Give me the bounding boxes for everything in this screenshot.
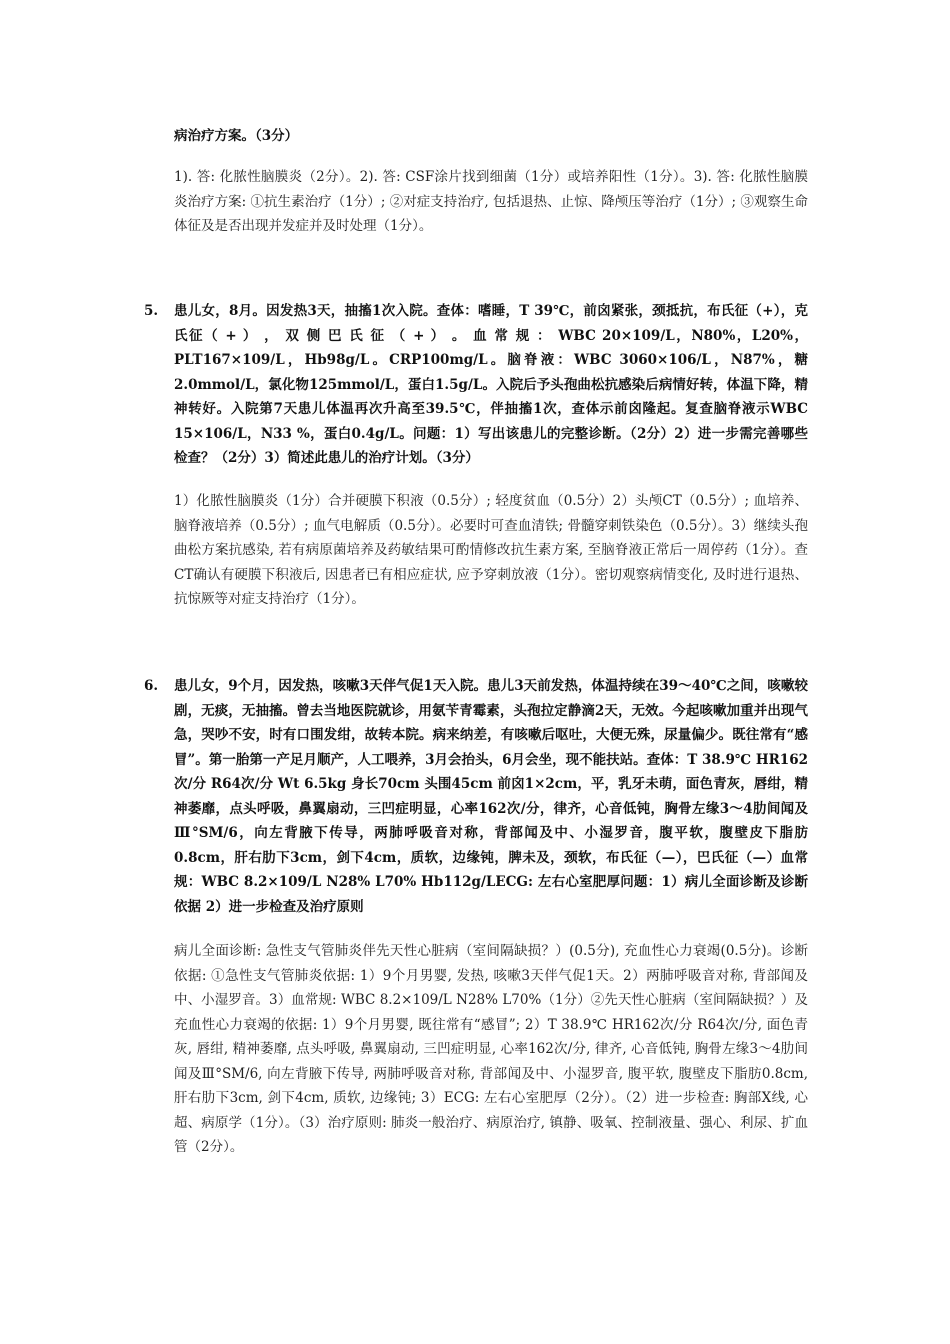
question-4-tail: 病治疗方案。（3分） — [174, 128, 299, 144]
answer-5: 1）化脓性脑膜炎（1分）合并硬膜下积液（0.5分）; 轻度贫血（0.5分）2）头颅CT（0.5分）; 血培养、脑脊液培养（0.5分）; 血气电解质（0.5分）。必要时可查血清铁; 骨髓穿刺铁染色（0.5分）。3）继续头孢曲松方案抗感染, 若有病原菌培养及药敏结果可酌情修改抗生素方案, 至脑脊液正常后一周停药（1分）。查CT确认有硬膜下积液后, 因患者已有相应症状, 应予穿刺放液（1分）。密切观察病情变化, 及时进行退热、抗惊厥等对症支持治疗（1分）。 — [174, 493, 808, 607]
question-5: 患儿女，8月。因发热3天，抽搐1次入院。查体：嗜睡，T 39℃，前囟紧张，颈抵抗，布氏征（+），克氏征（ + ） ， 双 侧 巴 氏 征 （ + ） 。 血 常 规 ： WBC 20×109/L，N80%，L20%，PLT167×109/L，Hb98g/L。CRP100mg/L。脑脊液：WBC 3060×106/L，N87%，糖2.0mmol/L，氯化物125mmol/L，蛋白1.5g/L。入院后予头孢曲松抗感染后病情好转，体温下降，精神转好。入院第7天患儿体温再次升高至39.5℃，伴抽搐1次，查体示前囟隆起。复查脑脊液示WBC 15×106/L，N33 %，蛋白0.4g/L。问题：1）写出该患儿的完整诊断。（2分）2）进一步需完善哪些检查？（2分）3）简述此患儿的治疗计划。（3分） — [174, 303, 808, 466]
question-6-number: 6. — [144, 678, 159, 694]
answer-4: 1). 答: 化脓性脑膜炎（2分）。2). 答: CSF涂片找到细菌（1分）或培养阳性（1分）。3). 答: 化脓性脑膜炎治疗方案: ①抗生素治疗（1分）; ②对症支持治疗, 包括退热、止惊、降颅压等治疗（1分）; ③观察生命体征及是否出现并发症并及时处理（1分）。 — [174, 169, 808, 234]
answer-6: 病儿全面诊断: 急性支气管肺炎伴先天性心脏病（室间隔缺损？）(0.5分), 充血性心力衰竭(0.5分)。诊断依据: ①急性支气管肺炎依据: 1）9个月男婴, 发热, 咳嗽3天伴气促1天。2）两肺呼吸音对称, 背部闻及中、小湿罗音。3）血常规: WBC 8.2×109/L N28% L70%（1分）②先天性心脏病（室间隔缺损？）及充血性心力衰竭的依据: 1）9个月男婴, 既往常有“感冒”; 2）T 38.9℃ HR162次/分 R64次/分, 面色青灰, 唇绀, 精神萎靡, 点头呼吸, 鼻翼扇动, 三凹症明显, 心率162次/分, 律齐, 心音低钝, 胸骨左缘3～4肋间闻及Ⅲ°SM/6, 向左背腋下传导, 两肺呼吸音对称, 背部闻及中、小湿罗音, 腹平软, 腹壁皮下脂肪0.8cm, 肝右肋下3cm, 剑下4cm, 质软, 边缘钝; 3）ECG: 左右心室肥厚（2分）。（2）进一步检查: 胸部X线, 心超、病原学（1分）。（3）治疗原则: 肺炎一般治疗、病原治疗, 镇静、吸氧、控制液量、强心、利尿、扩血管（2分）。 — [174, 943, 808, 1155]
question-5-number: 5. — [144, 303, 159, 319]
question-6: 患儿女，9个月，因发热，咳嗽3天伴气促1天入院。患儿3天前发热，体温持续在39～40℃之间，咳嗽较剧，无痰，无抽搐。曾去当地医院就诊，用氨苄青霉素，头孢拉定静滴2天，无效。今起咳嗽加重并出现气急，哭吵不安，时有口围发绀，故转本院。病来纳差，有咳嗽后呕吐，大便无殊，尿量偏少。既往常有“感冒”。第一胎第一产足月顺产，人工喂养，3月会抬头，6月会坐，现不能扶站。查体：T 38.9℃ HR162次/分 R64次/分 Wt 6.5kg 身长70cm 头围45cm 前囟1×2cm，平，乳牙未萌，面色青灰，唇绀，精神萎靡，点头呼吸，鼻翼扇动，三凹症明显，心率162次/分，律齐，心音低钝，胸骨左缘3～4肋间闻及Ⅲ°SM/6，向左背腋下传导，两肺呼吸音对称，背部闻及中、小湿罗音，腹平软，腹壁皮下脂肪0.8cm，肝右肋下3cm，剑下4cm，质软，边缘钝，脾未及，颈软，布氏征（—），巴氏征（—）血常规：WBC 8.2×109/L N28% L70% Hb112g/LECG: 左右心室肥厚问题：1）病儿全面诊断及诊断依据 2）进一步检查及治疗原则 — [174, 678, 808, 915]
